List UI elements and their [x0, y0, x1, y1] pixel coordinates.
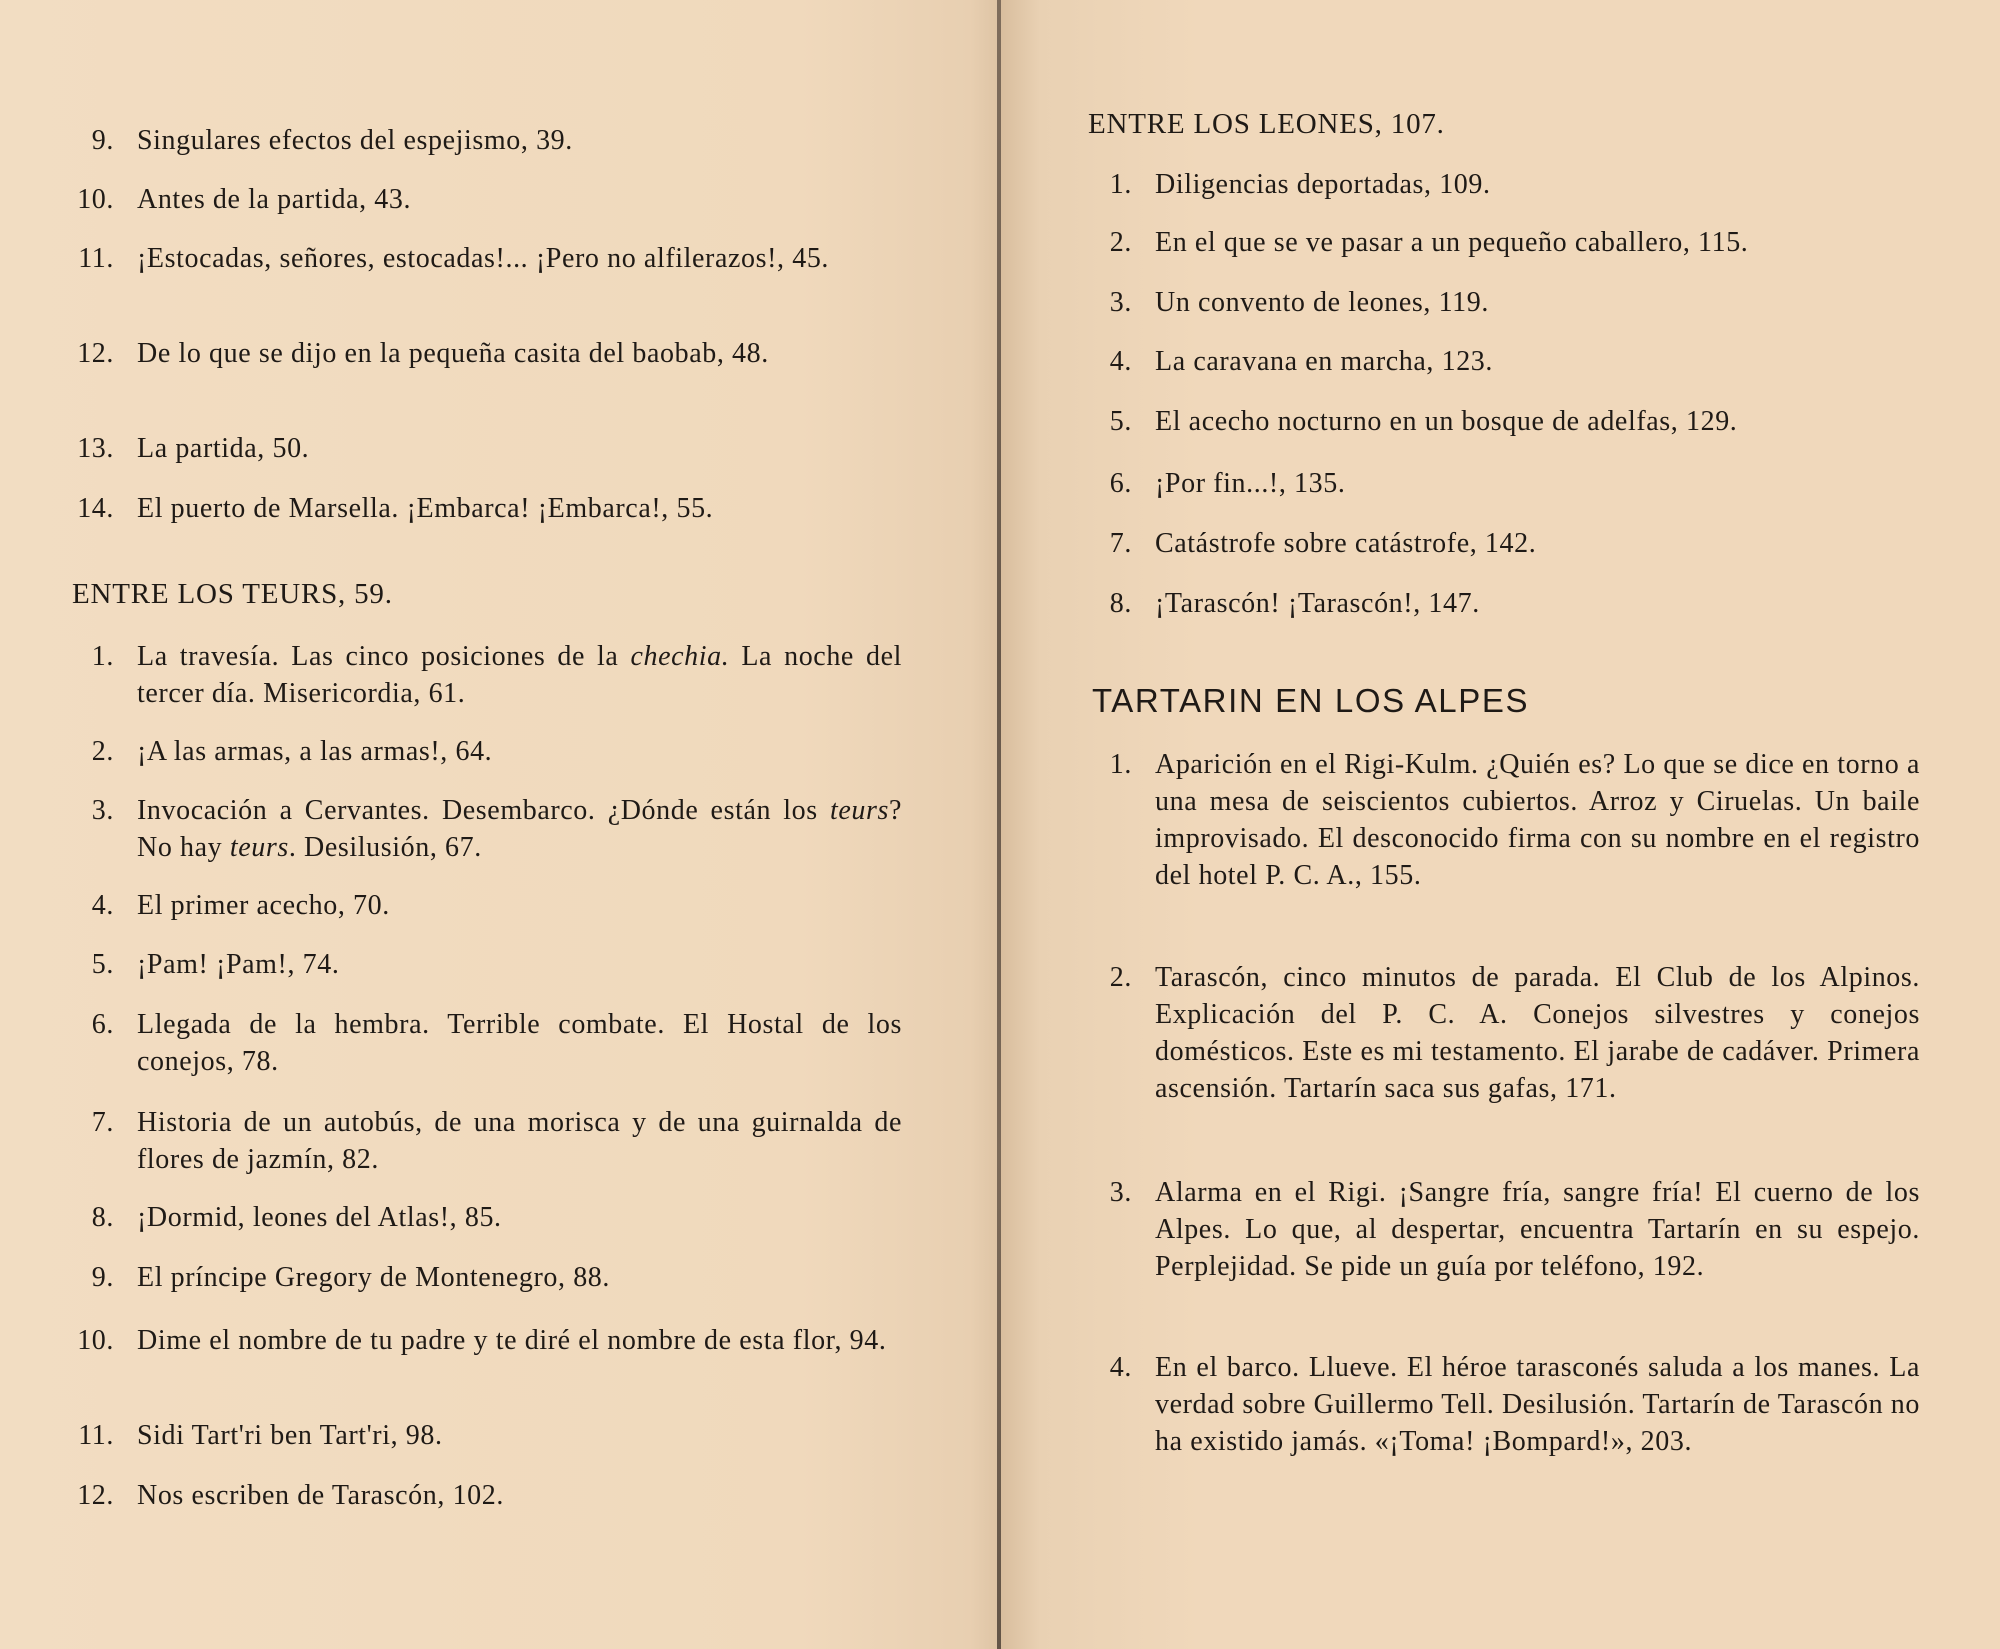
toc-entry	[72, 430, 902, 467]
entry-number: 1.	[1109, 169, 1132, 200]
entry-number: 7.	[91, 1107, 114, 1138]
toc-entry	[1090, 343, 1920, 380]
toc-entry	[72, 490, 902, 527]
entry-number: 4.	[1109, 346, 1132, 377]
entry-number: 3.	[91, 795, 114, 826]
toc-entry	[1090, 224, 1920, 261]
italic-term: chechia.	[630, 641, 730, 672]
entry-text: El acecho nocturno en un bosque de adelfas, 129.	[1155, 406, 1738, 437]
toc-entry	[1090, 746, 1920, 894]
entry-text: Invocación a Cervantes. Desembarco. ¿Dónde están los teurs? No hay teurs. Desilusión, 67.	[137, 795, 902, 863]
toc-entry	[1090, 465, 1920, 502]
toc-entry	[72, 122, 902, 159]
entry-text: Antes de la partida, 43.	[137, 184, 412, 215]
entry-number: 4.	[1109, 1352, 1132, 1383]
entry-text: Llegada de la hembra. Terrible combate. El Hostal de los conejos, 78.	[137, 1009, 902, 1077]
toc-entry	[72, 638, 902, 712]
entry-number: 13.	[77, 433, 114, 464]
toc-entry	[72, 181, 902, 218]
entry-text: Aparición en el Rigi-Kulm. ¿Quién es? Lo que se dice en torno a una mesa de seiscientos cubiertos. Arroz y Ciruelas. Un baile improvisado. El desconocido firma con su nombre en el registro del hotel P. C. A., 155.	[1155, 749, 1920, 891]
toc-entry	[1090, 959, 1920, 1107]
entry-number: 3.	[1109, 1177, 1132, 1208]
entry-number: 11.	[78, 1420, 114, 1451]
toc-entry	[72, 887, 902, 924]
entry-text: Historia de un autobús, de una morisca y de una guirnalda de flores de jazmín, 82.	[137, 1107, 902, 1175]
entry-text: El primer acecho, 70.	[137, 890, 390, 921]
toc-entry	[72, 733, 902, 770]
entry-number: 2.	[1109, 227, 1132, 258]
toc-entry	[72, 1006, 902, 1080]
section-heading-teurs: ENTRE LOS TEURS, 59.	[72, 578, 393, 610]
toc-entry	[1090, 525, 1920, 562]
toc-entry	[72, 1104, 902, 1178]
entry-number: 10.	[77, 1325, 114, 1356]
entry-text: ¡Tarascón! ¡Tarascón!, 147.	[1155, 588, 1480, 619]
entry-number: 2.	[1109, 962, 1132, 993]
entry-text: La partida, 50.	[137, 433, 310, 464]
entry-text: ¡Pam! ¡Pam!, 74.	[137, 949, 340, 980]
entry-number: 8.	[91, 1202, 114, 1233]
entry-text: Diligencias deportadas, 109.	[1155, 169, 1491, 200]
entry-text: Alarma en el Rigi. ¡Sangre fría, sangre fría! El cuerno de los Alpes. Lo que, al despertar, encuentra Tartarín en su espejo. Perplejidad. Se pide un guía por teléfono, 192.	[1155, 1177, 1920, 1282]
entry-text: En el barco. Llueve. El héroe tarasconés saluda a los manes. La verdad sobre Guillermo Tell. Desilusión. Tartarín de Tarascón no ha existido jamás. «¡Toma! ¡Bompard!», 203.	[1155, 1352, 1921, 1457]
entry-text: Dime el nombre de tu padre y te diré el nombre de esta flor, 94.	[137, 1325, 887, 1356]
entry-text: En el que se ve pasar a un pequeño caballero, 115.	[1155, 227, 1749, 258]
entry-text: ¡Dormid, leones del Atlas!, 85.	[137, 1202, 502, 1233]
toc-entry	[72, 1477, 902, 1514]
entry-number: 10.	[77, 184, 114, 215]
toc-entry	[72, 1322, 902, 1359]
entry-number: 5.	[1109, 406, 1132, 437]
entry-number: 2.	[91, 736, 114, 767]
toc-entry	[1090, 1174, 1920, 1285]
entry-text: Tarascón, cinco minutos de parada. El Club de los Alpinos. Explicación del P. C. A. Conejos silvestres y conejos domésticos. Este es mi testamento. El jarabe de cadáver. Primera ascensión. Tartarín saca sus gafas, 171.	[1155, 962, 1920, 1104]
entry-text: Nos escriben de Tarascón, 102.	[137, 1480, 504, 1511]
toc-entry	[72, 1199, 902, 1236]
section-heading-alpes: TARTARIN EN LOS ALPES	[1092, 682, 1530, 719]
entry-number: 12.	[77, 338, 114, 369]
entry-number: 12.	[77, 1480, 114, 1511]
entry-number: 11.	[78, 243, 114, 274]
toc-entry	[1090, 1349, 1920, 1460]
entry-text: Un convento de leones, 119.	[1155, 287, 1489, 318]
entry-number: 14.	[77, 493, 114, 524]
toc-entry	[72, 792, 902, 866]
entry-text: De lo que se dijo en la pequeña casita del baobab, 48.	[137, 338, 769, 369]
toc-entry	[1090, 585, 1920, 622]
toc-entry	[72, 335, 902, 372]
entry-text: La caravana en marcha, 123.	[1155, 346, 1494, 377]
entry-text: La travesía. Las cinco posiciones de la chechia. La noche del tercer día. Misericordia, 61.	[137, 641, 902, 709]
entry-number: 4.	[91, 890, 114, 921]
entry-text: Singulares efectos del espejismo, 39.	[137, 125, 573, 156]
entry-number: 1.	[1109, 749, 1132, 780]
entry-number: 1.	[91, 641, 114, 672]
toc-entry	[72, 240, 902, 277]
entry-number: 3.	[1109, 287, 1132, 318]
entry-text: El príncipe Gregory de Montenegro, 88.	[137, 1262, 611, 1293]
entry-number: 6.	[1109, 468, 1132, 499]
section-heading-leones: ENTRE LOS LEONES, 107.	[1088, 108, 1445, 140]
entry-number: 5.	[91, 949, 114, 980]
toc-entry	[72, 946, 902, 983]
entry-text: Catástrofe sobre catástrofe, 142.	[1155, 528, 1537, 559]
entry-number: 9.	[91, 1262, 114, 1293]
right-page	[1000, 0, 2000, 1649]
italic-term: teurs	[229, 832, 289, 863]
toc-entry	[1090, 166, 1920, 203]
toc-entry	[72, 1417, 902, 1454]
entry-number: 6.	[91, 1009, 114, 1040]
book-gutter	[997, 0, 1001, 1649]
entry-number: 9.	[91, 125, 114, 156]
entry-number: 7.	[1109, 528, 1132, 559]
entry-text: Sidi Tart'ri ben Tart'ri, 98.	[137, 1420, 443, 1451]
entry-text: ¡Por fin...!, 135.	[1155, 468, 1346, 499]
entry-text: ¡A las armas, a las armas!, 64.	[137, 736, 493, 767]
toc-entry	[72, 1259, 902, 1296]
entry-text: ¡Estocadas, señores, estocadas!... ¡Pero no alfilerazos!, 45.	[137, 243, 830, 274]
toc-entry	[1090, 284, 1920, 321]
entry-text: El puerto de Marsella. ¡Embarca! ¡Embarca!, 55.	[137, 493, 714, 524]
entry-number: 8.	[1109, 588, 1132, 619]
toc-entry	[1090, 403, 1920, 440]
italic-term: teurs	[829, 795, 889, 826]
